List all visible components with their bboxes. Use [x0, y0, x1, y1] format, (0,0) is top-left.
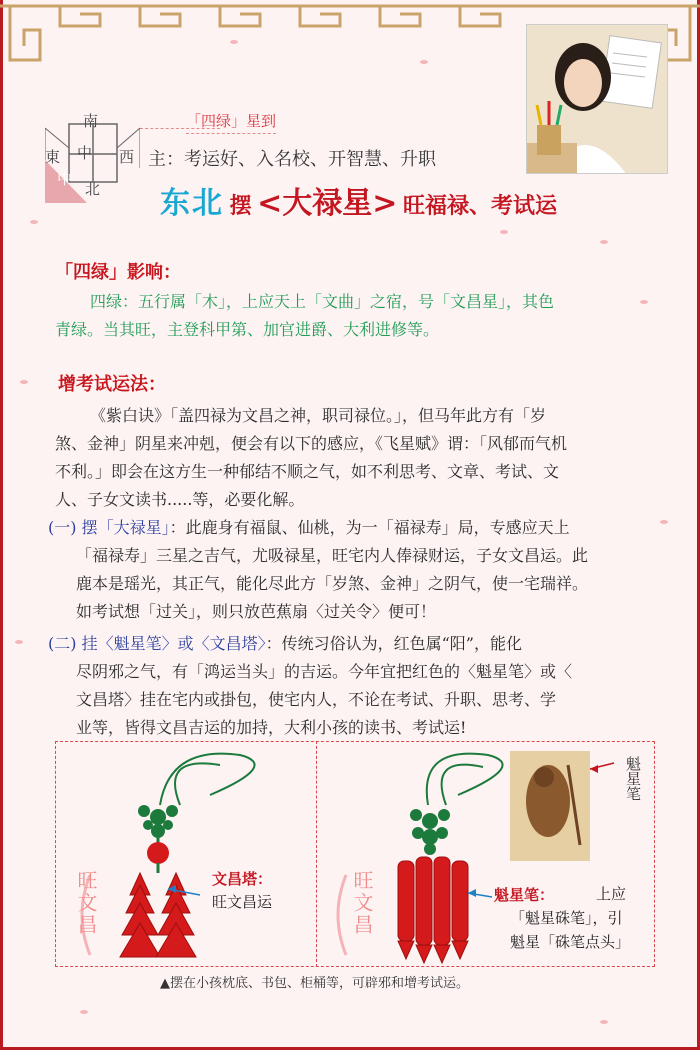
- petal-decoration: [660, 520, 668, 524]
- headline-item: <大禄星>: [257, 186, 398, 221]
- kuixing-desc-2: 「魁星硃笔」，引: [510, 909, 623, 927]
- petal-decoration: [420, 60, 428, 64]
- petal-decoration: [15, 640, 23, 644]
- kuixing-figure-label: 魁星笔: [624, 756, 642, 801]
- kuixing-label: 魁星笔：: [494, 886, 555, 904]
- petal-decoration: [20, 380, 28, 384]
- product-divider: [316, 741, 317, 967]
- compass-center: 中: [57, 170, 73, 188]
- petal-decoration: [80, 1010, 88, 1014]
- item1-label: (一) 摆「大禄星」: [48, 518, 170, 537]
- compass-north: 北: [85, 180, 101, 198]
- item1-line-3: 鹿本是瑶光，其正气，能化尽此方「岁煞、金神」之阴气，使一宅瑞祥。: [76, 574, 589, 593]
- compass-diagram: [45, 108, 140, 203]
- pagoda-desc: 旺文昌运: [212, 893, 273, 911]
- headline-rest: 旺福禄、考试运: [403, 193, 558, 219]
- main-benefits: 主：考运好、入名校、开智慧、升职: [148, 149, 436, 170]
- petal-decoration: [640, 300, 648, 304]
- pagoda-label: 文昌塔：: [212, 870, 273, 888]
- petal-decoration: [30, 220, 38, 224]
- item1-line-2: 「福禄寿」三星之吉气，尤吸禄星，旺宅内人俸禄财运，子女文昌运。此: [76, 546, 589, 565]
- star-tag: 「四绿」星到: [186, 110, 276, 134]
- section2-intro-4: 人、子女文读书.....等，必要化解。: [55, 490, 305, 509]
- right-vertical-label: 旺文昌: [350, 870, 374, 936]
- item2-line-3: 文昌塔〉挂在宅内或掛包，使宅内人，不论在考试、升职、思考、学: [76, 690, 557, 709]
- kuixing-desc-1: 上应: [596, 885, 627, 903]
- section2-intro-3: 不利。」即会在这方生一种郁结不顺之气，如不利思考、文章、考试、文: [55, 462, 560, 481]
- section2-intro-1: 《紫白诀》「盖四禄为文昌之神，职司禄位。」，但马年此方有「岁: [90, 406, 547, 425]
- petal-decoration: [230, 40, 238, 44]
- item1-line-4: 如考试想「过关」，则只放芭蕉扇〈过关令〉便可！: [76, 602, 437, 621]
- petal-decoration: [500, 230, 508, 234]
- item2-line-1: ：传统习俗认为，红色属“阳”，能化: [265, 634, 522, 653]
- compass-center-top: 中: [77, 144, 93, 162]
- section1-title: 「四绿」影响：: [55, 262, 181, 283]
- section2-intro-2: 煞、金神」阴星来冲剋，便会有以下的感应，《飞星赋》谓：「风郁而气机: [55, 434, 568, 453]
- item1-line-1: ：此鹿身有福鼠、仙桃，为一「福禄寿」局，专感应天上: [169, 518, 570, 537]
- compass-south: 南: [83, 112, 99, 130]
- product-caption: ▲摆在小孩枕底、书包、柜桶等，可辟邪和增考试运。: [160, 976, 469, 991]
- headline: [160, 178, 557, 222]
- item2-first-line: [48, 630, 522, 658]
- item1-first-line: [48, 514, 570, 542]
- petal-decoration: [600, 1020, 608, 1024]
- item2-label: (二) 挂〈魁星笔〉或〈文昌塔〉: [48, 634, 266, 653]
- headline-direction: 东北: [160, 186, 224, 221]
- student-photo: [526, 24, 668, 174]
- compass-west: 西: [119, 148, 135, 166]
- compass-east: 東: [45, 148, 61, 166]
- section1-line-2: 青绿。当其旺，主登科甲第、加官进爵、大利进修等。: [55, 320, 440, 339]
- kuixing-desc-3: 魁星「硃笔点头」: [510, 933, 631, 951]
- section1-line-1: 四绿：五行属「木」，上应天上「文曲」之宿，号「文昌星」，其色: [90, 292, 555, 311]
- left-vertical-label: 旺文昌: [74, 870, 98, 936]
- headline-verb: 摆: [229, 193, 252, 219]
- item2-line-2: 尽阴邪之气，有「鸿运当头」的吉运。今年宜把红色的〈魁星笔〉或〈: [76, 662, 573, 681]
- item2-line-4: 业等，皆得文昌吉运的加持，大利小孩的读书、考试运!: [76, 718, 467, 737]
- section2-title: 增考试运法：: [58, 374, 166, 395]
- petal-decoration: [600, 240, 608, 244]
